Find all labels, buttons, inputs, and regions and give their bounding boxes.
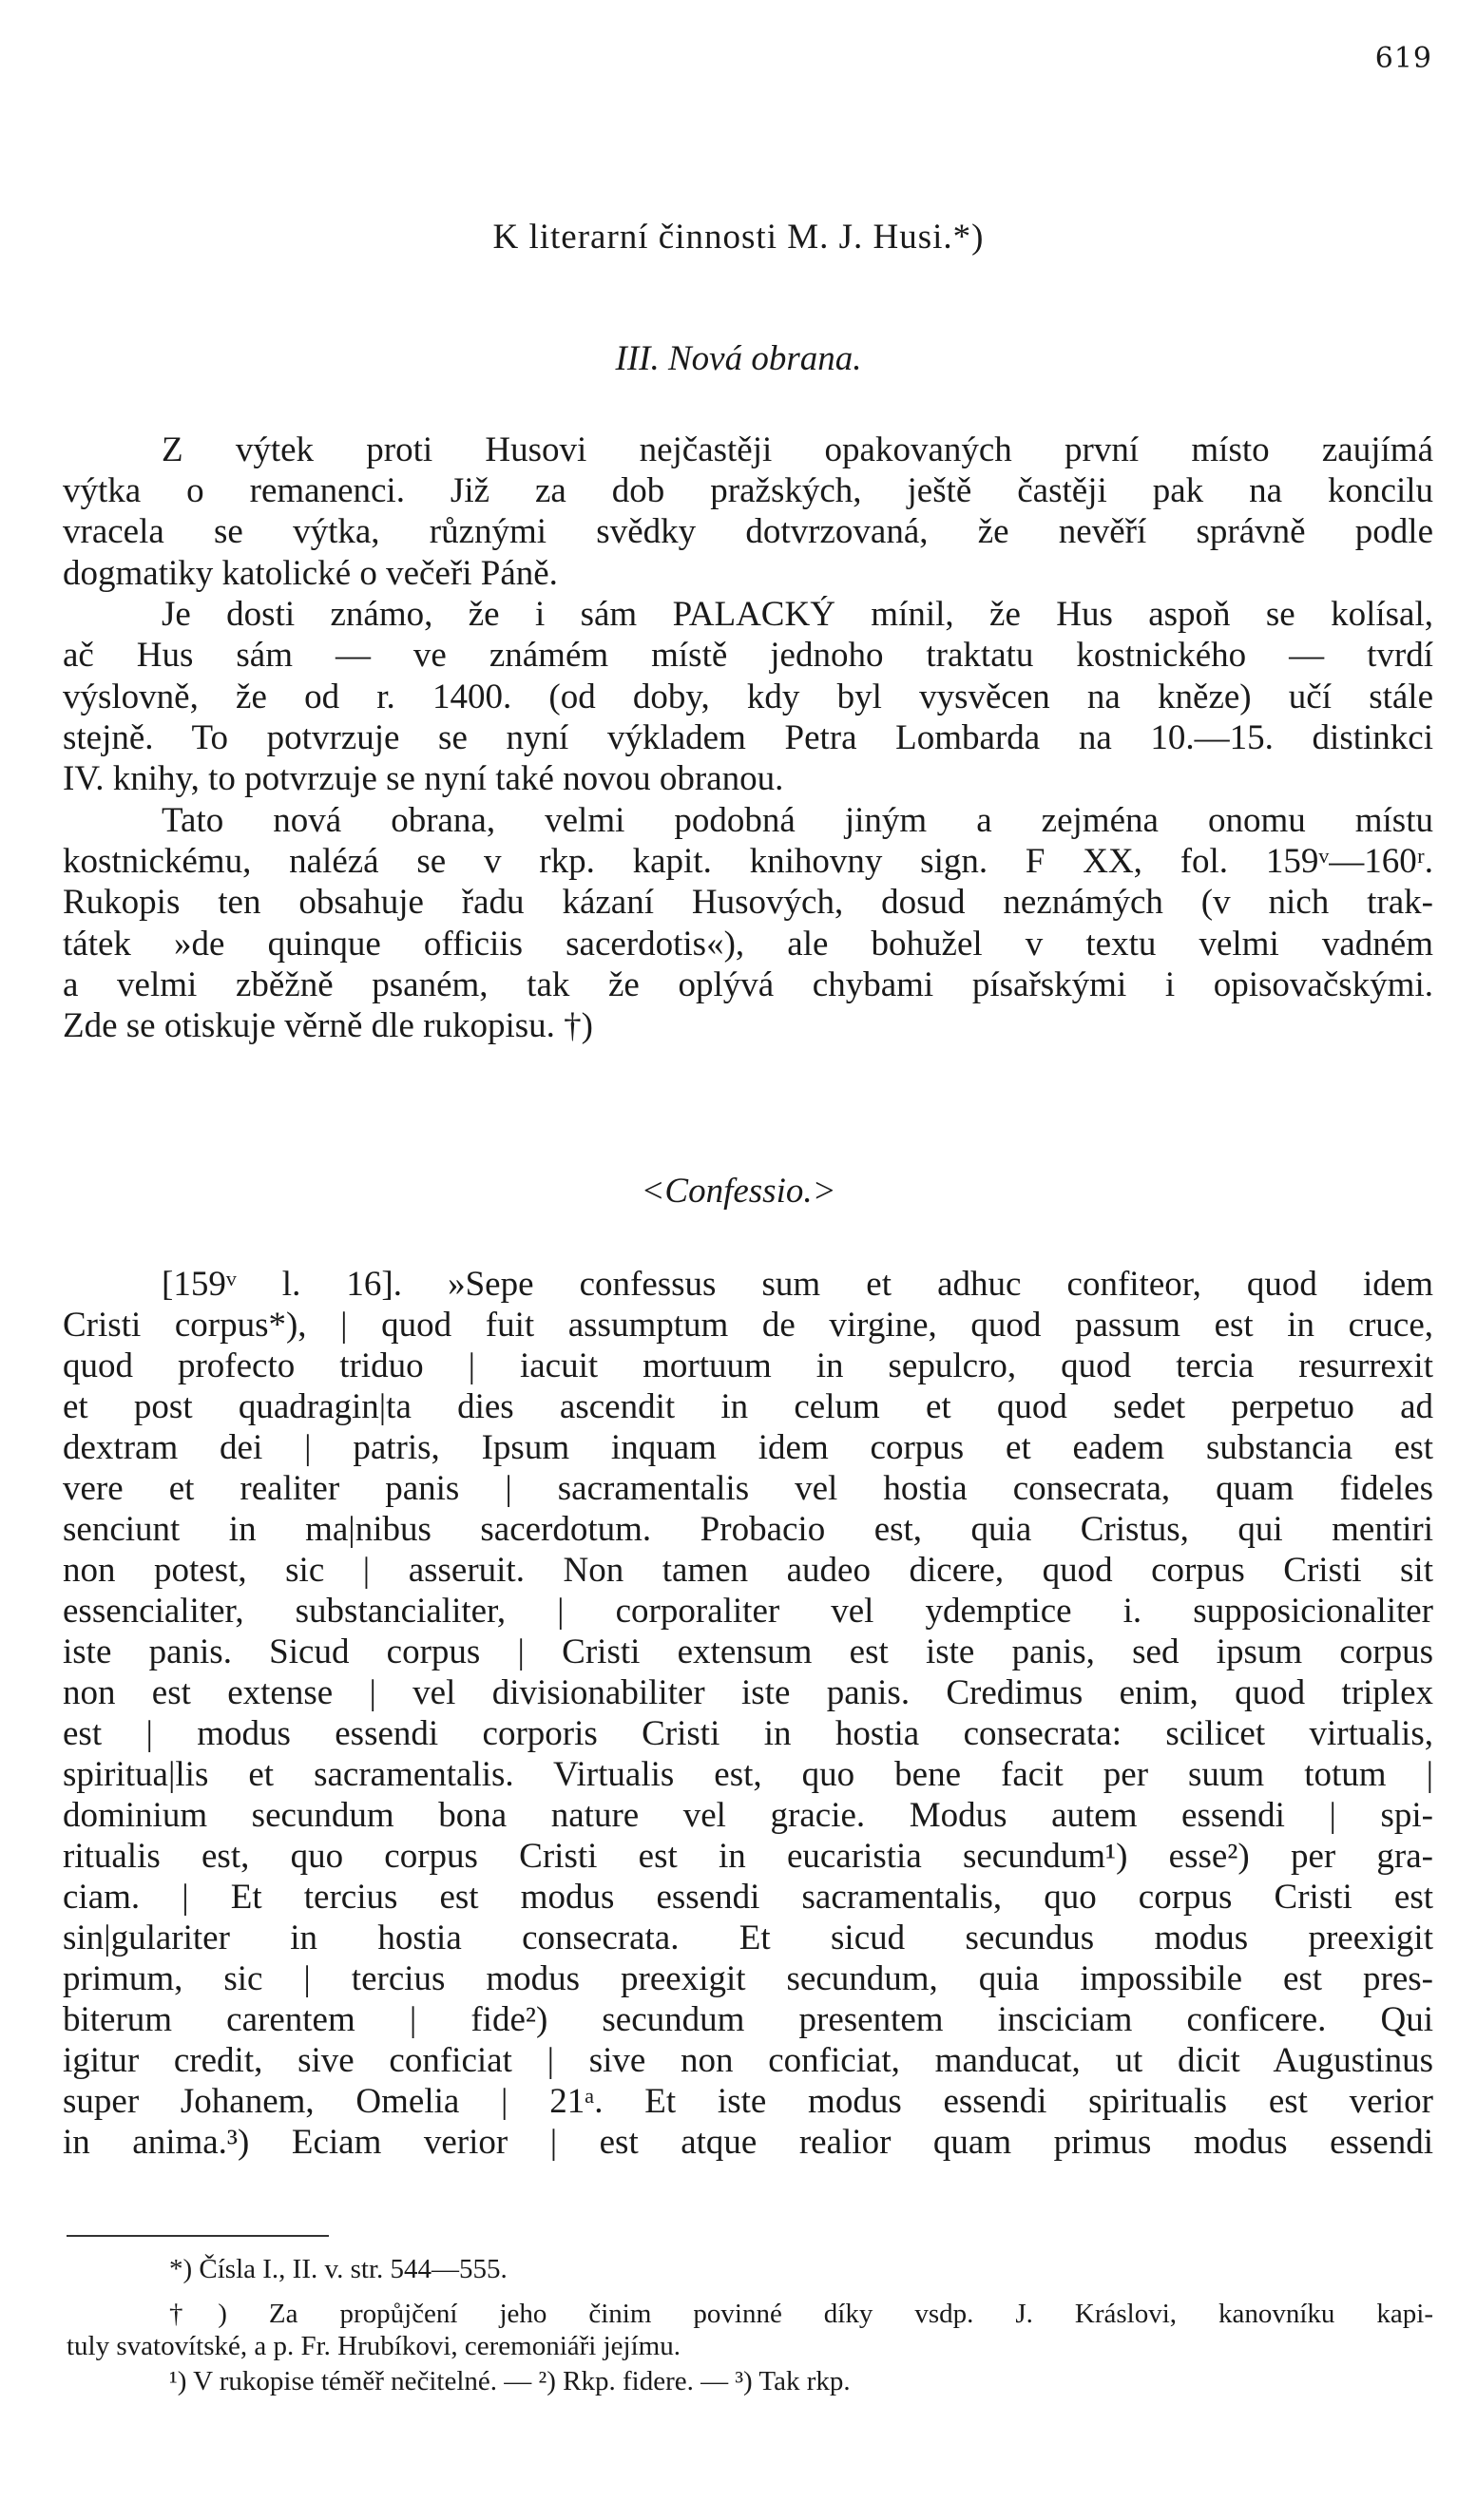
latin-text-line: essencialiter, substancialiter, | corporaliter vel ydemptice i. supposicionaliter [63,1593,1433,1631]
latin-text-line: est | modus essendi corporis Cristi in hostia consecrata: scilicet virtualis, [63,1715,1433,1753]
latin-text-line: ritualis est, quo corpus Cristi est in eucaristia secundum¹) esse²) per gra- [63,1838,1433,1876]
text-line: Je dosti známo, že i sám PALACKÝ mínil, že Hus aspoň se kolísal, [162,596,1433,634]
footnote: ¹) V rukopise téměř nečitelné. — ²) Rkp. fidere. — ³) Tak rkp. [169,2366,851,2396]
article-title: K literarní činnosti M. J. Husi.*) [492,218,985,257]
footnote: *) Čísla I., II. v. str. 544—555. [169,2254,508,2284]
latin-text-line: biterum carentem | fide²) secundum presentem insciciam conficere. Qui [63,2001,1433,2039]
latin-text-line: primum, sic | tercius modus preexigit secundum, quia impossibile est pres- [63,1960,1433,1998]
footnote-divider [67,2235,329,2237]
text-line: Tato nová obrana, velmi podobná jiným a zejména onomu místu [162,802,1433,840]
latin-text-line: super Johanem, Omelia | 21ᵃ. Et iste modus essendi spiritualis est verior [63,2083,1433,2121]
text-line: a velmi zběžně psaném, tak že oplývá chybami písařskými i opisovačskými. [63,966,1433,1004]
text-line: tátek »de quinque officiis sacerdotis«), ale bohužel v textu velmi vadném [63,926,1433,964]
latin-text-line: dominium secundum bona nature vel gracie. Modus autem essendi | spi- [63,1797,1433,1835]
text-line: výtka o remanenci. Již za dob pražských, ještě častěji pak na koncilu [63,472,1433,510]
latin-text-line: senciunt in ma|nibus sacerdotum. Probacio est, quia Cristus, qui mentiri [63,1511,1433,1549]
confessio-heading: <Confessio.> [641,1172,836,1211]
text-line: dogmatiky katolické o večeři Páně. [63,555,558,593]
text-line: Rukopis ten obsahuje řadu kázaní Husových, dosud neznámých (v nich trak- [63,884,1433,922]
text-line: IV. knihy, to potvrzuje se nyní také novou obranou. [63,760,784,798]
latin-text-line: quod profecto triduo | iacuit mortuum in sepulcro, quod tercia resurrexit [63,1347,1433,1385]
text-line: výslovně, že od r. 1400. (od doby, kdy byl vysvěcen na kněze) učí stále [63,678,1433,716]
text-line: Zde se otiskuje věrně dle rukopisu. †) [63,1007,593,1045]
text-line: vracela se výtka, různými svědky dotvrzovaná, že nevěří správně podle [63,513,1433,551]
latin-text-line: et post quadragin|ta dies ascendit in celum et quod sedet perpetuo ad [63,1388,1433,1426]
latin-text-line: [159ᵛ l. 16]. »Sepe confessus sum et adhuc confiteor, quod idem [162,1266,1433,1304]
latin-text-line: igitur credit, sive conficiat | sive non conficiat, manducat, ut dicit Augustinus [63,2042,1433,2080]
latin-text-line: non est extense | vel divisionabiliter iste panis. Credimus enim, quod triplex [63,1674,1433,1712]
latin-text-line: sin|gulariter in hostia consecrata. Et sicud secundus modus preexigit [63,1919,1433,1957]
latin-text-line: Cristi corpus*), | quod fuit assumptum de virgine, quod passum est in cruce, [63,1307,1433,1345]
page-number: 619 [1374,42,1432,75]
latin-text-line: iste panis. Sicud corpus | Cristi extensum est iste panis, sed ipsum corpus [63,1633,1433,1671]
section-heading: III. Nová obrana. [615,339,862,378]
text-line: ač Hus sám — ve známém místě jednoho traktatu kostnického — tvrdí [63,637,1433,675]
latin-text-line: in anima.³) Eciam verior | est atque realior quam primus modus essendi [63,2124,1433,2162]
latin-text-line: non potest, sic | asseruit. Non tamen audeo dicere, quod corpus Cristi sit [63,1552,1433,1590]
latin-text-line: dextram dei | patris, Ipsum inquam idem corpus et eadem substancia est [63,1429,1433,1467]
latin-text-line: vere et realiter panis | sacramentalis vel hostia consecrata, quam fideles [63,1470,1433,1508]
footnote: †) Za propůjčení jeho činim povinné díky vsdp. J. Kráslovi, kanovníku kapi- [169,2299,1433,2329]
latin-text-line: spiritua|lis et sacramentalis. Virtualis est, quo bene facit per suum totum | [63,1756,1433,1794]
text-line: kostnickému, nalézá se v rkp. kapit. knihovny sign. F XX, fol. 159ᵛ—160ʳ. [63,843,1433,881]
footnote: tuly svatovítské, a p. Fr. Hrubíkovi, ceremoniáři jejímu. [67,2331,681,2361]
latin-text-line: ciam. | Et tercius est modus essendi sacramentalis, quo corpus Cristi est [63,1879,1433,1917]
text-line: Z výtek proti Husovi nejčastěji opakovaných první místo zaujímá [162,431,1433,469]
text-line: stejně. To potvrzuje se nyní výkladem Petra Lombarda na 10.—15. distinkci [63,719,1433,757]
